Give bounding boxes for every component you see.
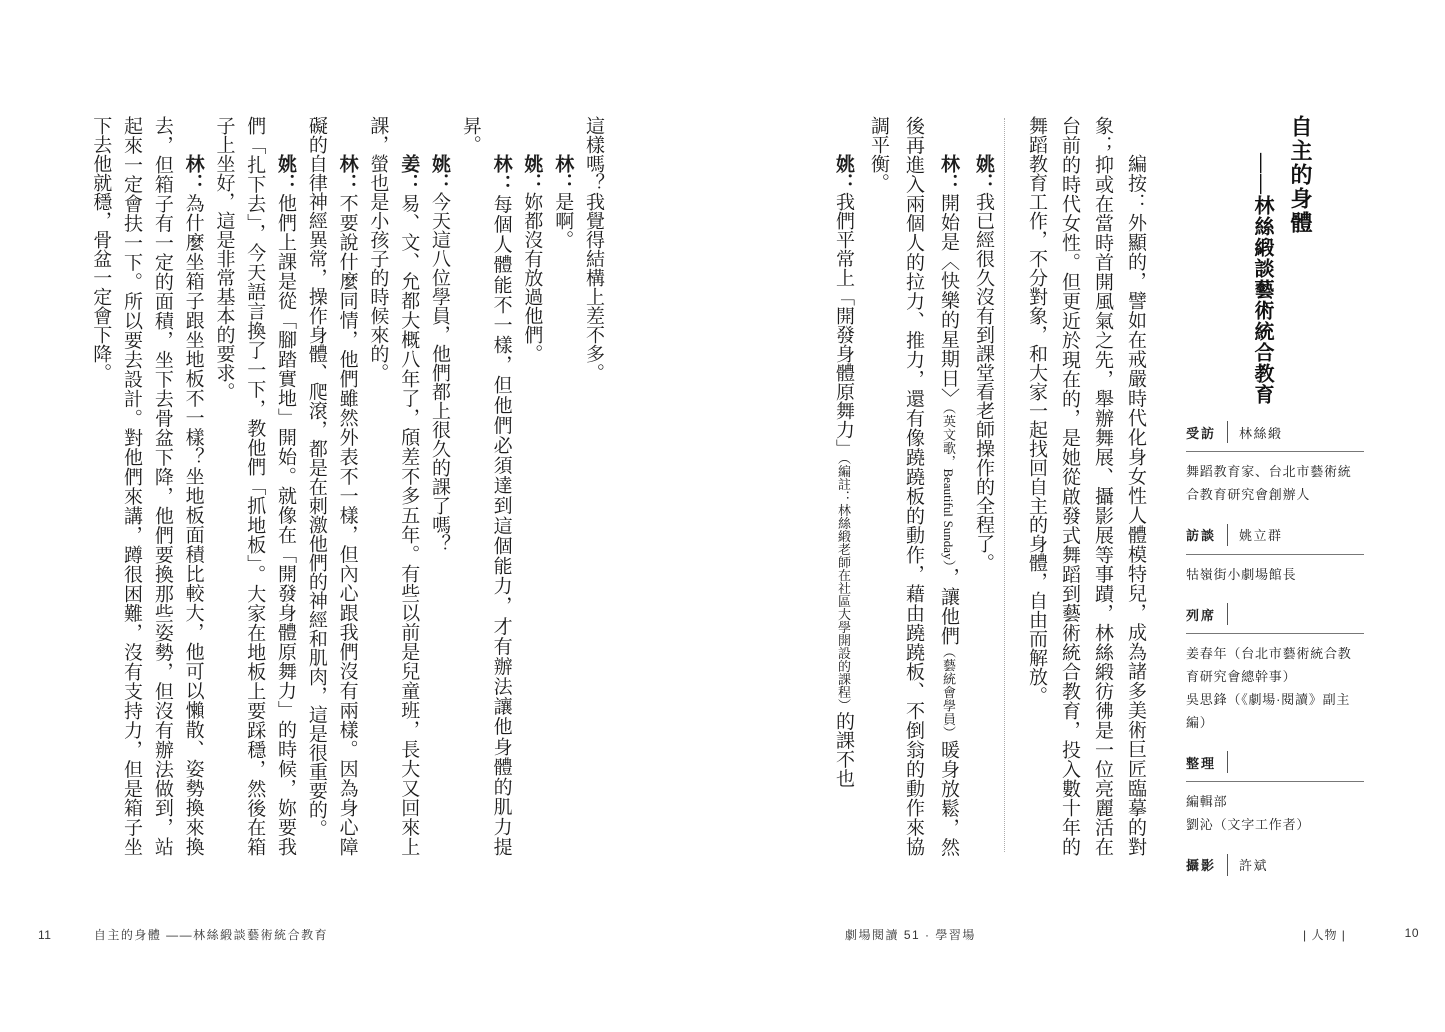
dialogue-text: （藝統會學員） — [941, 645, 956, 740]
credit-rule — [1186, 451, 1364, 452]
dialogue-text: （英文歌，Beautiful Sunday） — [941, 407, 956, 568]
left-interview-text — [84, 116, 608, 856]
dialogue-text: 不要說什麼同情，他們雖然外表不一樣，但內心跟我們沒有兩樣。因為身心障礙的自律神經異常，操作身體、爬滾，都是在刺激他們的神經和肌肉，這是很重要的。 — [305, 116, 358, 856]
credit-label: 訪談 — [1186, 528, 1217, 543]
speaker-name: 姚： — [973, 154, 994, 192]
speaker-name: 姚： — [429, 154, 451, 192]
paragraph — [84, 116, 207, 856]
credit-row — [1186, 853, 1364, 877]
dialogue-text: 我們平常上「開發身體原舞力」 — [833, 192, 854, 458]
dialogue-text: 的課不也 — [833, 711, 854, 788]
dialogue-text: 我已經很久沒有到課堂看老師操作的全程了。 — [973, 192, 994, 572]
dialogue-text: （編註：林絲緞老師在社區大學開設的課程） — [836, 458, 851, 712]
speaker-name: 姚： — [521, 154, 543, 192]
footer-magazine: 劇場閱讀 51 · 學習場 — [845, 928, 976, 942]
right-footer — [1303, 926, 1419, 943]
speaker-name: 林： — [490, 154, 512, 195]
article-subtitle: ——林絲緞談藝術統合教育 — [1251, 153, 1273, 405]
credit-rule — [1186, 554, 1364, 555]
credit-description: 姜春年（台北市藝術統合教育研究會總幹事） — [1186, 646, 1352, 684]
credit-description: 編輯部 — [1186, 794, 1228, 810]
paragraph — [362, 116, 424, 856]
credit-head — [1186, 602, 1364, 626]
speaker-name: 姚： — [275, 154, 297, 194]
credit-value: 姚立群 — [1239, 528, 1283, 543]
paragraph — [208, 116, 300, 856]
paragraph — [826, 116, 861, 856]
credit-row — [1186, 420, 1364, 507]
speaker-name: 姚： — [833, 154, 854, 192]
paragraph — [300, 116, 362, 856]
credit-head — [1186, 420, 1364, 444]
left-footer — [38, 926, 328, 943]
credit-label: 列席 — [1186, 607, 1217, 623]
right-interview-text — [826, 116, 1001, 856]
credit-divider-bar — [1227, 603, 1228, 625]
dialogue-text: 每個人體能不一樣，但他們必須達到這個能力，才有辦法讓他身體的肌力提昇。 — [459, 116, 512, 856]
dialogue-text: 今天這八位學員，他們都上很久的課了嗎？ — [429, 192, 451, 553]
credit-row — [1186, 523, 1364, 587]
credit-divider-bar — [1227, 854, 1228, 876]
footer-article-title: 自主的身體 ——林絲緞談藝術統合教育 — [93, 928, 329, 942]
paragraph — [516, 116, 547, 856]
dialogue-text: 編按：外顯的，譬如在戒嚴時代化身女性人體模特兒，成為諸多美術巨匠臨摹的對象；抑或在當時首開風氣之先，舉辦舞展、攝影展等事蹟，林絲緞彷彿是一位亮麗活在台前的時代女性。但更近於現在的，是她從啟發式舞蹈到藝術統合教育，投入數十年的舞蹈教育工作，不分對象，和大家一起找回自主的身體，自由而解放。 — [1026, 116, 1146, 856]
paragraph — [546, 116, 577, 856]
credit-divider-bar — [1227, 421, 1228, 443]
dialogue-text: 易、文、允都大概八年了，頎差不多五年。有些以前是兒童班，長大又回來上課，螢也是小孩子的時候來的。 — [367, 116, 420, 856]
credit-description: 牯嶺街小劇場館長 — [1186, 566, 1297, 582]
credits-block — [1186, 420, 1364, 893]
credit-divider-bar — [1227, 751, 1228, 773]
paragraph — [454, 116, 516, 856]
dialogue-text: 暖身放鬆，然後再進入兩個人的拉力、推力，還有像蹺蹺板的動作，藉由蹺蹺板、不倒翁的動作來協調平衡。 — [868, 116, 959, 856]
credit-value: 許斌 — [1239, 858, 1269, 874]
footer-section-label: | 人物 | — [1303, 928, 1346, 942]
speaker-name: 林： — [552, 154, 574, 192]
credit-row — [1186, 750, 1364, 837]
page-number-right: 10 — [1404, 926, 1419, 940]
credit-label: 整理 — [1186, 755, 1217, 771]
credit-description: 吳思鋒（《劇場·閱讀》副主編） — [1186, 691, 1351, 730]
dotted-divider — [1004, 118, 1005, 852]
dialogue-text: 是啊。 — [552, 192, 574, 249]
credit-head — [1186, 853, 1364, 877]
article-title: 自主的身體 — [1288, 115, 1313, 235]
credit-rule — [1186, 781, 1364, 782]
credit-row — [1186, 602, 1364, 734]
paragraph — [577, 116, 608, 856]
speaker-name: 林： — [182, 154, 204, 194]
credit-head — [1186, 523, 1364, 547]
credit-value: 林絲緞 — [1239, 425, 1283, 441]
dialogue-text: 他們上課是從「腳踏實地」開始。就像在「開發身體原舞力」的時候，妳要我們「扎下去」，今天語言換了一下，教他們「抓地板」。大家在地板上要踩穩，然後在箱子上坐好，這是非常基本的要求。 — [213, 116, 297, 856]
credit-head — [1186, 750, 1364, 774]
dialogue-text: ，讓他們 — [938, 567, 959, 646]
dialogue-text: 妳都沒有放過他們。 — [521, 192, 543, 363]
dialogue-text: 這樣嗎？我覺得結構上差不多。 — [583, 116, 604, 382]
page-number-left: 11 — [38, 928, 52, 942]
speaker-name: 姜： — [398, 154, 420, 194]
credit-label: 受訪 — [1186, 425, 1217, 441]
paragraph — [1020, 116, 1152, 856]
speaker-name: 林： — [336, 154, 358, 194]
footer-magazine-block — [845, 926, 976, 943]
speaker-name: 林： — [938, 154, 959, 193]
credit-divider-bar — [1227, 524, 1228, 546]
credit-description: 舞蹈教育家、台北市藝術統合教育研究會創辦人 — [1186, 464, 1352, 502]
credit-rule — [1186, 633, 1364, 634]
credit-label: 攝影 — [1186, 858, 1217, 874]
paragraph — [966, 116, 1001, 856]
credit-description: 劉沁（文字工作者） — [1186, 817, 1311, 832]
editor-note — [1020, 116, 1152, 856]
dialogue-text: 開始是〈快樂的星期日〉 — [938, 193, 959, 408]
dialogue-text: 為什麼坐箱子跟坐地板不一樣？坐地板面積比較大，他可以懶散、姿勢換來換去，但箱子有一定的面積，坐下去骨盆下降，他們要換那些姿勢，但沒有辦法做到，站起來一定會扶一下。所以要去設計。對他們來講，蹲很困難，沒有支持力，但是箱子坐下去他就穩，骨盆一定會下降。 — [90, 116, 204, 856]
paragraph — [423, 116, 454, 856]
paragraph — [861, 116, 966, 856]
